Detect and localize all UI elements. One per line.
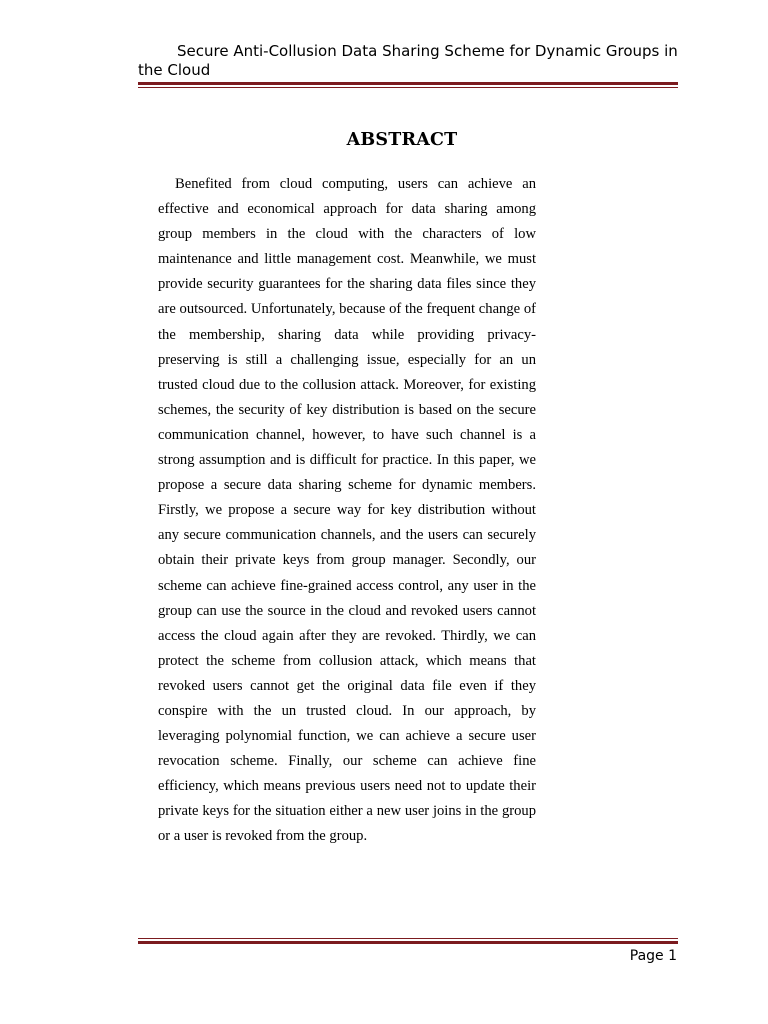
abstract-heading: ABSTRACT: [346, 130, 458, 150]
header-rule-thick: [138, 82, 678, 85]
page-number: Page 1: [629, 948, 677, 964]
footer-rule-thin: [138, 938, 678, 939]
footer-rule-thick: [138, 941, 678, 944]
header-title: Secure Anti-Collusion Data Sharing Scheme for Dynamic Groups in the Cloud: [138, 42, 678, 79]
header-rule-thin: [138, 87, 678, 88]
abstract-body: Benefited from cloud computing, users can achieve an effective and economical approach for data sharing among group members in the cloud with the characters of low maintenance and little management cost. Meanwhile, we must provide security guarantees for the sharing data files since they are outsourced. Unfortunately, because of the frequent change of the membership, sharing data while providing privacy-preserving is still a challenging issue, especially for an un trusted cloud due to the collusion attack. Moreover, for existing schemes, the security of key distribution is based on the secure communication channel, however, to have such channel is a strong assumption and is difficult for practice. In this paper, we propose a secure data sharing scheme for dynamic members. Firstly, we propose a secure way for key distribution without any secure communication channels, and the users can securely obtain their private keys from group manager. Secondly, our scheme can achieve fine-grained access control, any user in the group can use the source in the cloud and revoked users cannot access the cloud again after they are revoked. Thirdly, we can protect the scheme from collusion attack, which means that revoked users cannot get the original data file even if they conspire with the un trusted cloud. In our approach, by leveraging polynomial function, we can achieve a secure user revocation scheme. Finally, our scheme can achieve fine efficiency, which means previous users need not to update their private keys for the situation either a new user joins in the group or a user is revoked from the group.: [158, 176, 536, 845]
